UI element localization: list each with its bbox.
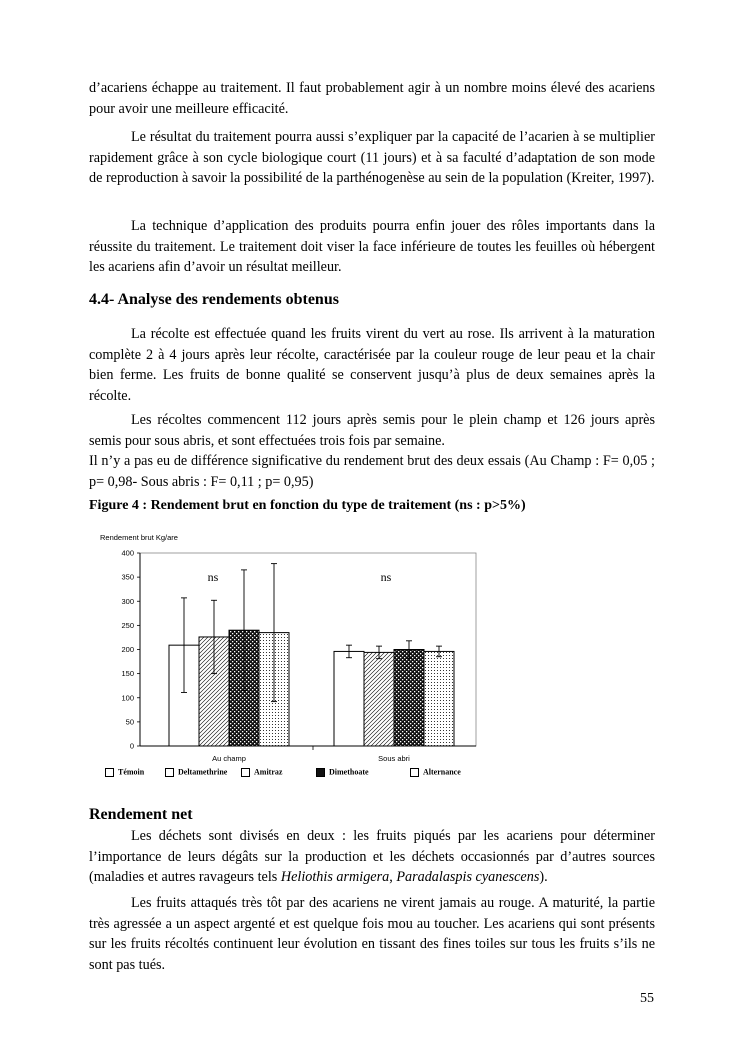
bar-dimethoate xyxy=(424,651,454,746)
legend-swatch-deltamethrine xyxy=(165,768,174,777)
x-category-label: Au champ xyxy=(212,754,246,763)
paragraph-fruits-attaques: Les fruits attaqués très tôt par des acariens ne virent jamais au rouge. A maturité, la partie très agressée a un aspect argenté et est quelque fois mou au toucher. Les acariens qui sont présents sur les fruits récoltés continuent leur évolution en tissant des fines toiles sur tous les fruits s’ils ne sont pas tués. xyxy=(89,895,655,973)
paragraph-acariens-efficacite: d’acariens échappe au traitement. Il faut probablement agir à un nombre moins élevé des acariens pour avoir une meilleure efficacité. xyxy=(89,80,655,117)
yield-chart xyxy=(88,525,508,825)
y-axis-label: Rendement brut Kg/are xyxy=(100,533,178,542)
ns-annotation: ns xyxy=(380,570,392,584)
section-heading: 4.4- Analyse des rendements obtenus xyxy=(89,291,339,308)
y-tick-label: 150 xyxy=(121,669,134,679)
rendement-net-heading: Rendement net xyxy=(89,806,193,823)
legend-item-alternance: Alternance xyxy=(410,767,461,777)
legend-swatch-dimethoate xyxy=(316,768,325,777)
x-category-label: Sous abri xyxy=(378,754,410,763)
yield-chart-svg xyxy=(88,525,508,825)
x-axis-labels xyxy=(212,754,410,763)
paragraph-difference-significative: Il n’y a pas eu de différence significative du rendement brut des deux essais (Au Champ : F= 0,05 ; p= 0,98- Sous abris : F= 0,11 ; p= 0,95) xyxy=(89,453,655,490)
ns-annotation: ns xyxy=(207,570,219,584)
bar-amitraz xyxy=(394,650,424,747)
y-tick-label: 350 xyxy=(121,572,134,582)
legend-item-dimethoate: Dimethoate xyxy=(316,767,369,777)
y-axis xyxy=(121,549,140,751)
legend-item-amitraz: Amitraz xyxy=(241,767,282,777)
bar-temoin xyxy=(334,651,364,746)
bar-deltamethrine xyxy=(364,652,394,746)
y-tick-label: 250 xyxy=(121,620,134,630)
y-tick-label: 50 xyxy=(125,717,134,727)
legend-swatch-amitraz xyxy=(241,768,250,777)
legend-swatch-alternance xyxy=(410,768,419,777)
y-tick-label: 200 xyxy=(121,645,134,654)
species-paradalaspis: Paradalaspis cyanescens xyxy=(396,869,540,885)
species-heliothis: Heliothis armigera xyxy=(280,869,390,885)
y-tick-label: 0 xyxy=(129,741,134,751)
y-tick-label: 100 xyxy=(121,693,134,703)
paragraph-recolte: La récolte est effectuée quand les fruits virent du vert au rose. Ils arrivent à la maturation complète 2 à 4 jours après leur récolte, caractérisée par la couleur rouge de leur peau et la chair bien ferme. Les fruits de bonne qualité se conservent jusqu’à plus de deux semaines après la récolte. xyxy=(89,326,655,404)
y-tick-label: 300 xyxy=(121,596,134,606)
legend-item-deltamethrine: Deltamethrine xyxy=(165,767,227,777)
paragraph-dechets: Les déchets sont divisés en deux : les fruits piqués par les acariens pour déterminer l’importance de leurs dégâts sur la production et les déchets occasionnés par d’autres sources (maladies et autres ravageurs tels Heliothis armigera, Paradalaspis cyanescens). xyxy=(89,828,655,885)
page-number: 55 xyxy=(640,991,654,1006)
figure-caption: Figure 4 : Rendement brut en fonction du type de traitement (ns : p>5%) xyxy=(89,498,526,513)
y-tick-label: 400 xyxy=(121,548,134,558)
legend-item-temoin: Témoin xyxy=(105,767,144,777)
legend-swatch-temoin xyxy=(105,768,114,777)
paragraph-technique-application: La technique d’application des produits pourra enfin jouer des rôles importants dans la réussite du traitement. Le traitement doit viser la face inférieure de toutes les feuilles où hébergent les acariens afin d’avoir un résultat meilleur. xyxy=(89,218,655,275)
paragraph-resultat-traitement: Le résultat du traitement pourra aussi s’expliquer par la capacité de l’acarien à se multiplier rapidement grâce à son cycle biologique court (11 jours) et à sa faculté d’adaptation de son mode de reproduction à savoir la possibilité de la parthénogenèse au sein de la population (Kreiter, 1997). xyxy=(89,129,655,186)
significance-labels xyxy=(208,570,392,584)
paragraph-recoltes-commencent: Les récoltes commencent 112 jours après semis pour le plein champ et 126 jours après semis pour sous abris, et sont effectuées trois fois par semaine. xyxy=(89,412,655,449)
bar-series xyxy=(169,564,454,746)
